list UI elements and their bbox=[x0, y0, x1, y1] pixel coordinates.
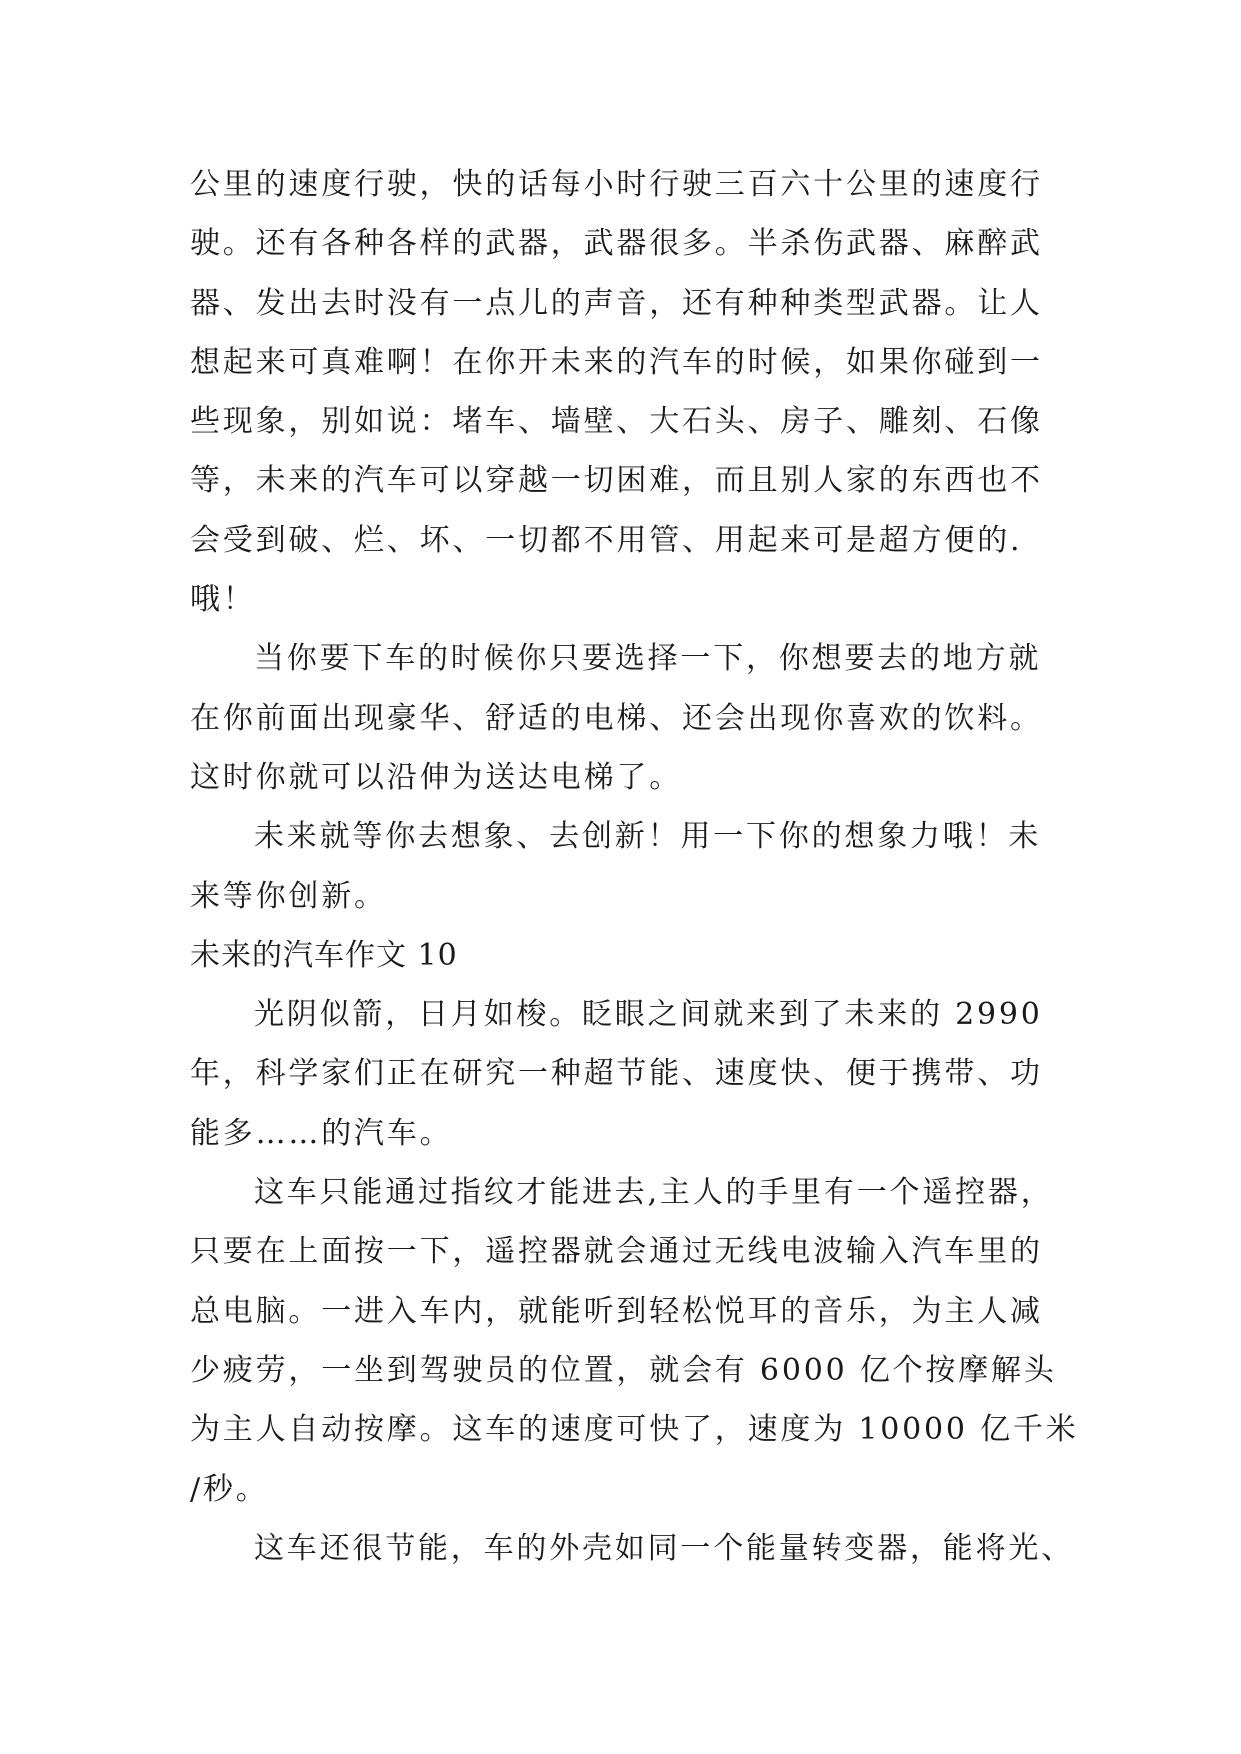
paragraph-line: 这车只能通过指纹才能进去,主人的手里有一个遥控器， bbox=[254, 1175, 1054, 1211]
paragraph-line: 器、发出去时没有一点儿的声音，还有种种类型武器。让人 bbox=[190, 285, 1043, 321]
paragraph-line: 这时你就可以沿伸为送达电梯了。 bbox=[190, 759, 682, 795]
paragraph-line: 能多……的汽车。 bbox=[190, 1115, 453, 1151]
paragraph-line: 哦！ bbox=[190, 582, 256, 618]
paragraph-line: 在你前面出现豪华、舒适的电梯、还会出现你喜欢的饮料。 bbox=[190, 700, 1043, 736]
document-body bbox=[190, 155, 1079, 1578]
paragraph-line: 会受到破、烂、坏、一切都不用管、用起来可是超方便的. bbox=[190, 522, 1023, 558]
paragraph-line: 驶。还有各种各样的武器，武器很多。半杀伤武器、麻醉武 bbox=[190, 226, 1043, 262]
paragraph-line: 想起来可真难啊！在你开未来的汽车的时候，如果你碰到一 bbox=[190, 344, 1043, 380]
paragraph-line: 只要在上面按一下，遥控器就会通过无线电波输入汽车里的 bbox=[190, 1234, 1043, 1270]
paragraph-line: 些现象，别如说：堵车、墙壁、大石头、房子、雕刻、石像 bbox=[190, 404, 1043, 440]
paragraph-line: /秒。 bbox=[190, 1471, 269, 1507]
paragraph-line: 年，科学家们正在研究一种超节能、速度快、便于携带、功 bbox=[190, 1056, 1043, 1092]
paragraph-line: 来等你创新。 bbox=[190, 878, 387, 914]
paragraph-line: 总电脑。一进入车内，就能听到轻松悦耳的音乐，为主人减 bbox=[190, 1293, 1043, 1329]
paragraph-line: 当你要下车的时候你只要选择一下，你想要去的地方就 bbox=[254, 641, 1042, 677]
paragraph-line: 光阴似箭，日月如梭。眨眼之间就来到了未来的 2990 bbox=[254, 997, 1043, 1033]
section-heading: 未来的汽车作文 10 bbox=[190, 937, 458, 973]
paragraph-line: 公里的速度行驶，快的话每小时行驶三百六十公里的速度行 bbox=[190, 167, 1043, 202]
paragraph-line: 为主人自动按摩。这车的速度可快了，速度为 10000 亿千米 bbox=[190, 1412, 1079, 1448]
paragraph-line: 这车还很节能，车的外壳如同一个能量转变器，能将光、 bbox=[254, 1530, 1074, 1566]
paragraph-line: 未来就等你去想象、去创新！用一下你的想象力哦！未 bbox=[254, 819, 1042, 855]
paragraph-line: 少疲劳，一坐到驾驶员的位置，就会有 6000 亿个按摩解头 bbox=[190, 1352, 1057, 1388]
paragraph-line: 等，未来的汽车可以穿越一切困难，而且别人家的东西也不 bbox=[190, 463, 1043, 499]
